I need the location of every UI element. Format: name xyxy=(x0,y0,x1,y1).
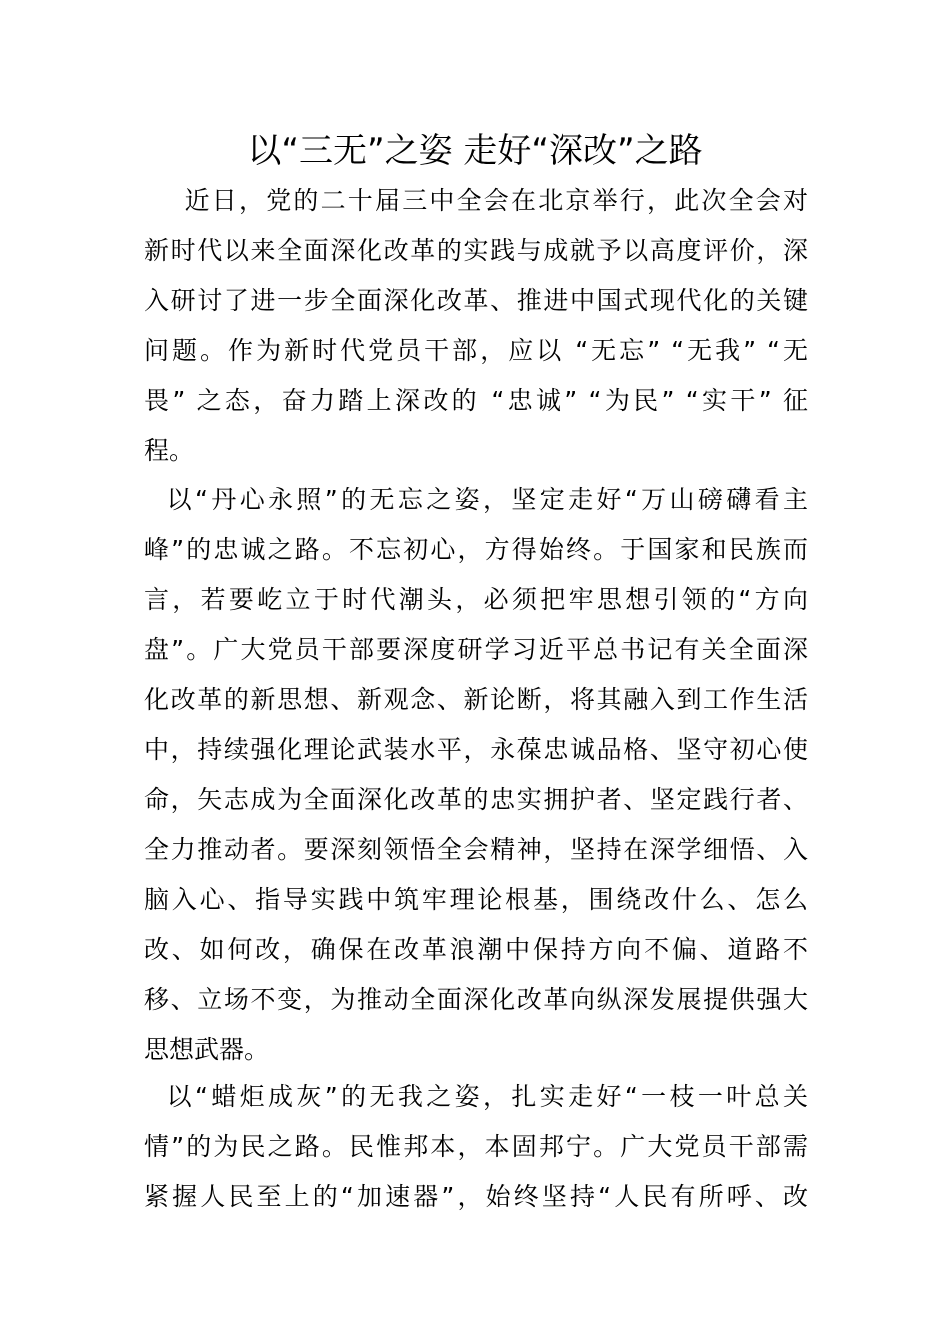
paragraph-line: 思想武器。 xyxy=(144,1035,270,1064)
paragraph-line: 言，若要屹立于时代潮头，必须把牢思想引领的“方向 xyxy=(144,585,808,614)
paragraph-line: 近日，党的二十届三中全会在北京举行，此次全会对 xyxy=(144,186,808,215)
paragraph-line: 畏” 之态，奋力踏上深改的 “忠诚” “为民” “实干” 征 xyxy=(144,386,808,415)
paragraph-line: 中，持续强化理论武装水平，永葆忠诚品格、坚守初心使 xyxy=(144,735,808,764)
paragraph-line: 新时代以来全面深化改革的实践与成就予以高度评价，深 xyxy=(144,236,808,265)
paragraph-line: 化改革的新思想、新观念、新论断，将其融入到工作生活 xyxy=(144,685,808,714)
paragraph-line: 移、立场不变，为推动全面深化改革向纵深发展提供强大 xyxy=(144,985,808,1014)
paragraph-line: 情”的为民之路。民惟邦本，本固邦宁。广大党员干部需 xyxy=(144,1132,808,1161)
paragraph-line: 程。 xyxy=(144,436,195,465)
paragraph-line: 盘”。广大党员干部要深度研学习近平总书记有关全面深 xyxy=(144,635,808,664)
paragraph-line: 改、如何改，确保在改革浪潮中保持方向不偏、道路不 xyxy=(144,935,808,964)
paragraph-3 xyxy=(144,1072,808,1222)
paragraph-line: 脑入心、指导实践中筑牢理论根基，围绕改什么、怎么 xyxy=(144,885,808,914)
paragraph-line: 入研讨了进一步全面深化改革、推进中国式现代化的关键 xyxy=(144,286,808,315)
paragraph-line: 峰”的忠诚之路。不忘初心，方得始终。于国家和民族而 xyxy=(144,535,808,564)
paragraph-line: 以“蜡炬成灰”的无我之姿，扎实走好“一枝一叶总关 xyxy=(144,1082,808,1111)
document-title: 以“三无”之姿 走好“深改”之路 xyxy=(247,131,703,171)
paragraph-line: 命，矢志成为全面深化改革的忠实拥护者、坚定践行者、 xyxy=(144,785,808,814)
paragraph-1 xyxy=(144,176,808,476)
paragraph-line: 全力推动者。要深刻领悟全会精神，坚持在深学细悟、入 xyxy=(144,835,808,864)
paragraph-line: 以“丹心永照”的无忘之姿，坚定走好“万山磅礴看主 xyxy=(144,485,808,514)
paragraph-line: 紧握人民至上的“加速器”，始终坚持“人民有所呼、改 xyxy=(144,1182,808,1211)
paragraph-2 xyxy=(144,475,808,1075)
paragraph-line: 问题。作为新时代党员干部，应以 “无忘” “无我” “无 xyxy=(144,336,808,365)
